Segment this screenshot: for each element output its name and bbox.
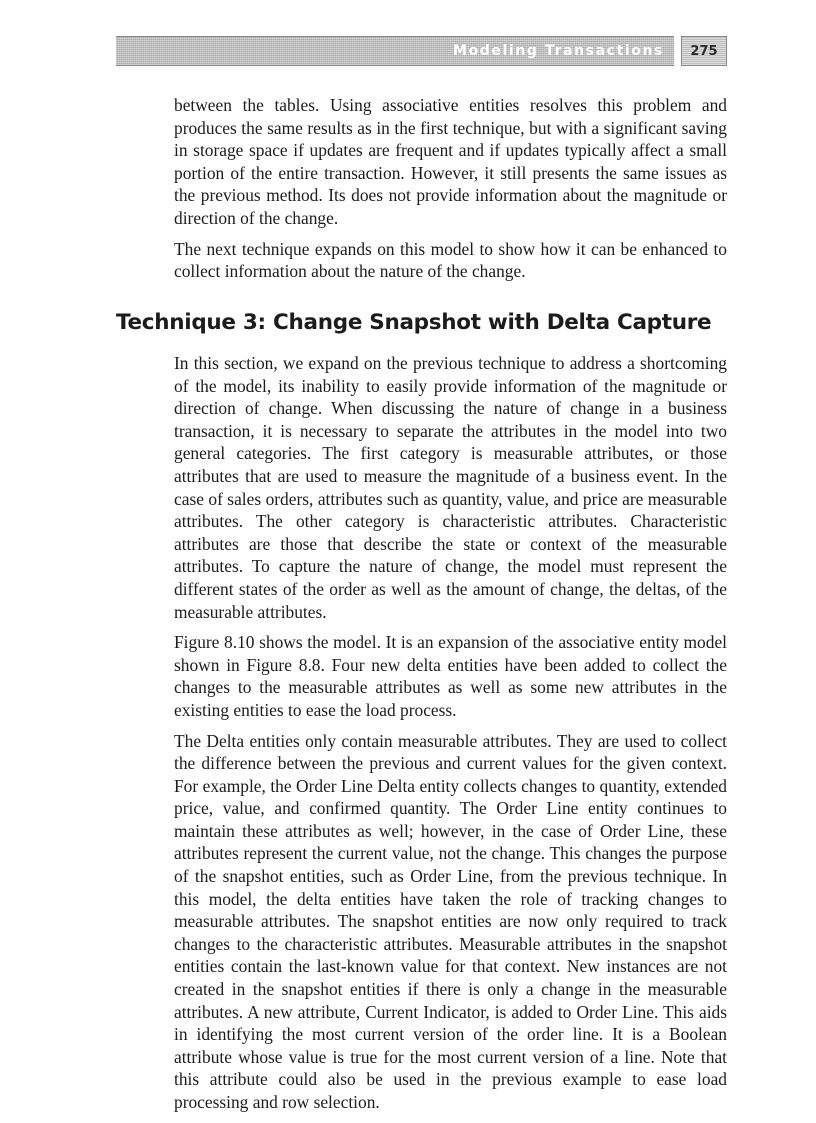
running-header [116,36,727,66]
intro-paragraph-2: The next technique expands on this model to show how it can be enhanced to collect information about the nature of the change. [174,238,727,282]
section-paragraph-1: In this section, we expand on the previous technique to address a shortcoming of the model, its inability to easily provide information of the magnitude or direction of change. When discussing the nature of change in a business transaction, it is necessary to separate the attributes in the model into two general categories. The first category is measurable attributes, or those attributes that are used to measure the magnitude of a business event. In the case of sales orders, attributes such as quantity, value, and price are measurable attributes. The other category is characteristic attributes. Characteristic attributes are those that describe the state or context of the measurable attributes. To capture the nature of change, the model must represent the different states of the order as well as the amount of change, the deltas, of the measurable attributes. [174,353,727,622]
section-paragraph-2: Figure 8.10 shows the model. It is an expansion of the associative entity model shown in Figure 8.8. Four new delta entities have been added to collect the changes to the measurable attributes as well as some new attributes in the existing entities to ease the load process. [174,632,727,720]
page-number: 275 [681,36,727,66]
section-paragraph-3: The Delta entities only contain measurable attributes. They are used to collect the difference between the previous and current values for the given context. For example, the Order Line Delta entity collects changes to quantity, extended price, value, and confirmed quantity. The Order Line entity continues to maintain these attributes as well; however, in the case of Order Line, these attributes represent the current value, not the change. This changes the purpose of the snapshot entities, such as Order Line, from the previous technique. In this model, the delta entities have taken the role of tracking changes to measurable attributes. The snapshot entities are now only required to track changes to the characteristic attributes. Measurable attributes in the snapshot entities contain the last-known value for that context. New instances are not created in the snapshot entities if there is only a change in the measurable attributes. A new attribute, Current Indicator, is added to Order Line. This aids in identifying the most current version of the order line. It is a Boolean attribute whose value is true for the most current version of a line. Note that this attribute could also be used in the previous example to ease load processing and row selection. [174,730,727,1112]
intro-paragraph-1: between the tables. Using associative entities resolves this problem and produces the same results as in the first technique, but with a significant saving in storage space if updates are frequent and if updates typically affect a small portion of the entire transaction. However, it still presents the same issues as the previous method. Its does not provide information about the magnitude or direction of the change. [174,95,727,228]
header-divider [674,36,681,66]
section-text-block [174,352,727,1122]
section-heading: Technique 3: Change Snapshot with Delta Capture [116,310,712,335]
running-head-bar [116,36,674,66]
intro-text-block [174,94,727,291]
running-head-title: Modeling Transactions [453,43,664,59]
